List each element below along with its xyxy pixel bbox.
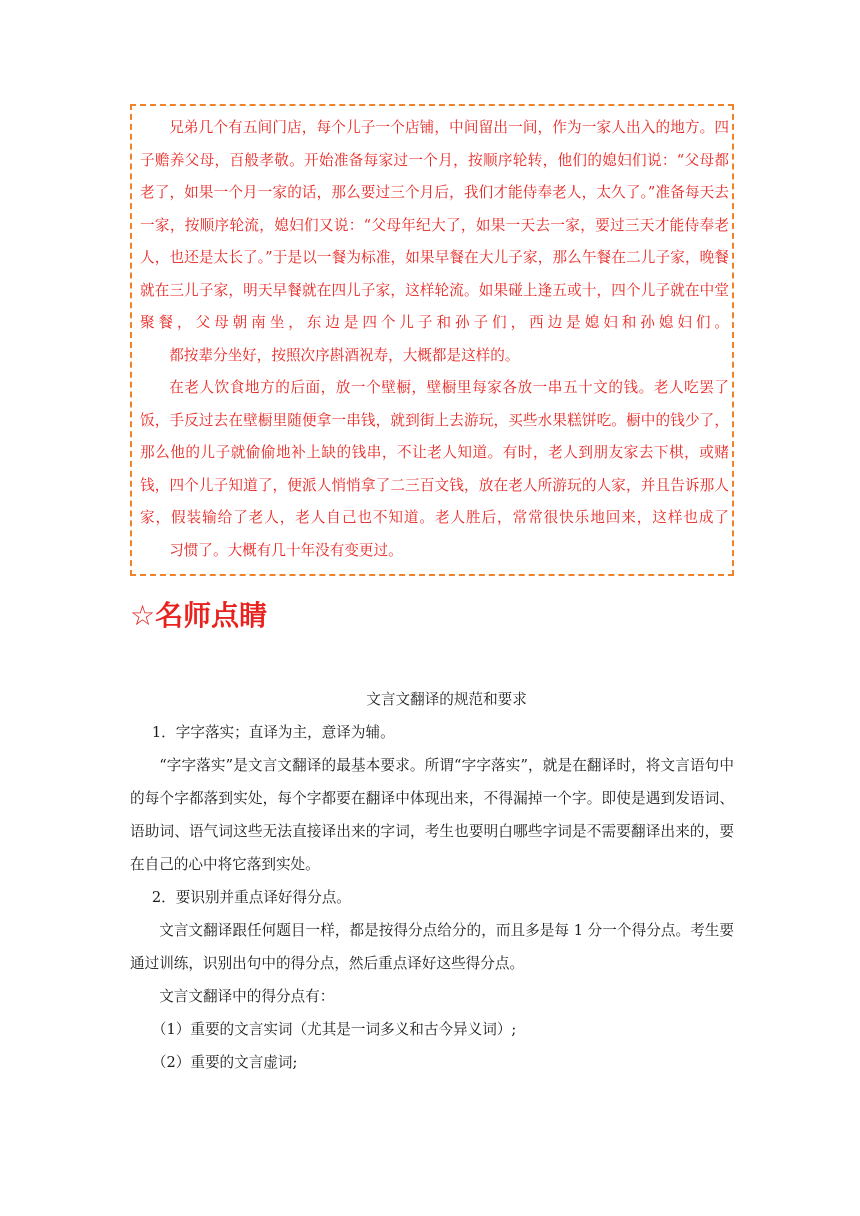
story-paragraph-2 [140,372,732,567]
point-1-body: “字字落实”是文言文翻译的最基本要求。所谓“字字落实”，就是在翻译时，将文言语句中的每个字都落到实处，每个字都要在翻译中体现出来，不得漏掉一个字。即使是遇到发语词、语助词、语气词这些无法直接译出来的字词，考生也要明白哪些字词是不需要翻译出来的，要在自己的心中将它落到实处。 [130,757,734,873]
story-line: 在老人饮食地方的后面，放一个壁橱，壁橱里每家各放一串五十文的钱。老人吃罢了 [169,379,729,396]
story-paragraph-1 [140,112,732,372]
score-item-1: （1）重要的文言实词（尤其是一词多义和古今异义词）; [151,1021,517,1038]
score-item-2: （2）重要的文言虚词; [151,1054,298,1071]
content-section [130,683,734,1079]
score-intro: 文言文翻译中的得分点有： [159,988,335,1005]
story-line: 母都老了，如果一个月一家的话，那么要过三个月后，我们才能侍奉老人，太久了。”准 [140,151,729,201]
story-line: 四子赡养父母，百般孝敬。开始准备每家过一个月，按顺序轮转，他们的媳妇们说：“父 [140,119,729,169]
translation-box [130,104,734,576]
story-line: 二儿子家，晚餐就在三儿子家，明天早餐就在四儿子家，这样轮流。如果碰上逢五或十， [140,249,729,299]
point-2: 2．要识别并重点译好得分点。 [151,889,351,906]
story-line: 备每天去一家，按顺序轮流，媳妇们又说：“父母年纪大了，如果一天去一家，要过三天 [140,184,729,234]
story-line: 人家，假装输给了老人，老人自己也不知道。老人胜后，常常很快乐地回来，这样也成了 [140,476,729,526]
story-line: 都按辈分坐好，按照次序斟酒祝寿，大概都是这样的。 [169,346,520,364]
story-line: 习惯了。大概有几十年没有变更过。 [169,541,403,559]
story-line: 兄弟几个有五间门店，每个儿子一个店铺，中间留出一间，作为一家人出入的地方。 [169,119,715,136]
story-line: 才能侍奉老人，也还是太长了。”于是以一餐为标准，如果早餐在大儿子家，那么午餐在 [140,216,729,266]
story-line: 钱，四个儿子知道了，便派人悄悄拿了二三百文钱，放在老人所游玩的人家，并且告诉那 [140,476,715,494]
point-2-body: 文言文翻译跟任何题目一样，都是按得分点给分的，而且多是每 1 分一个得分点。考生要通过训练，识别出句中的得分点，然后重点译好这些得分点。 [130,922,734,972]
content-title: 文言文翻译的规范和要求 [366,691,527,708]
point-1: 1．字字落实；直译为主，意译为辅。 [151,724,395,741]
section-heading: ☆名师点睛 [130,599,268,632]
story-line: 四个儿子就在中堂聚餐，父母朝南坐，东边是四个儿子和孙子们，西边是媳妇和孙媳妇们。 [140,281,729,331]
story-line: 那么他的儿子就偷偷地补上缺的钱串，不让老人知道。有时，老人到朋友家去下棋，或赌 [140,444,729,461]
story-line: 饭，手反过去在壁橱里随便拿一串钱，就到街上去游玩，买些水果糕饼吃。橱中的钱少了， [140,411,729,429]
